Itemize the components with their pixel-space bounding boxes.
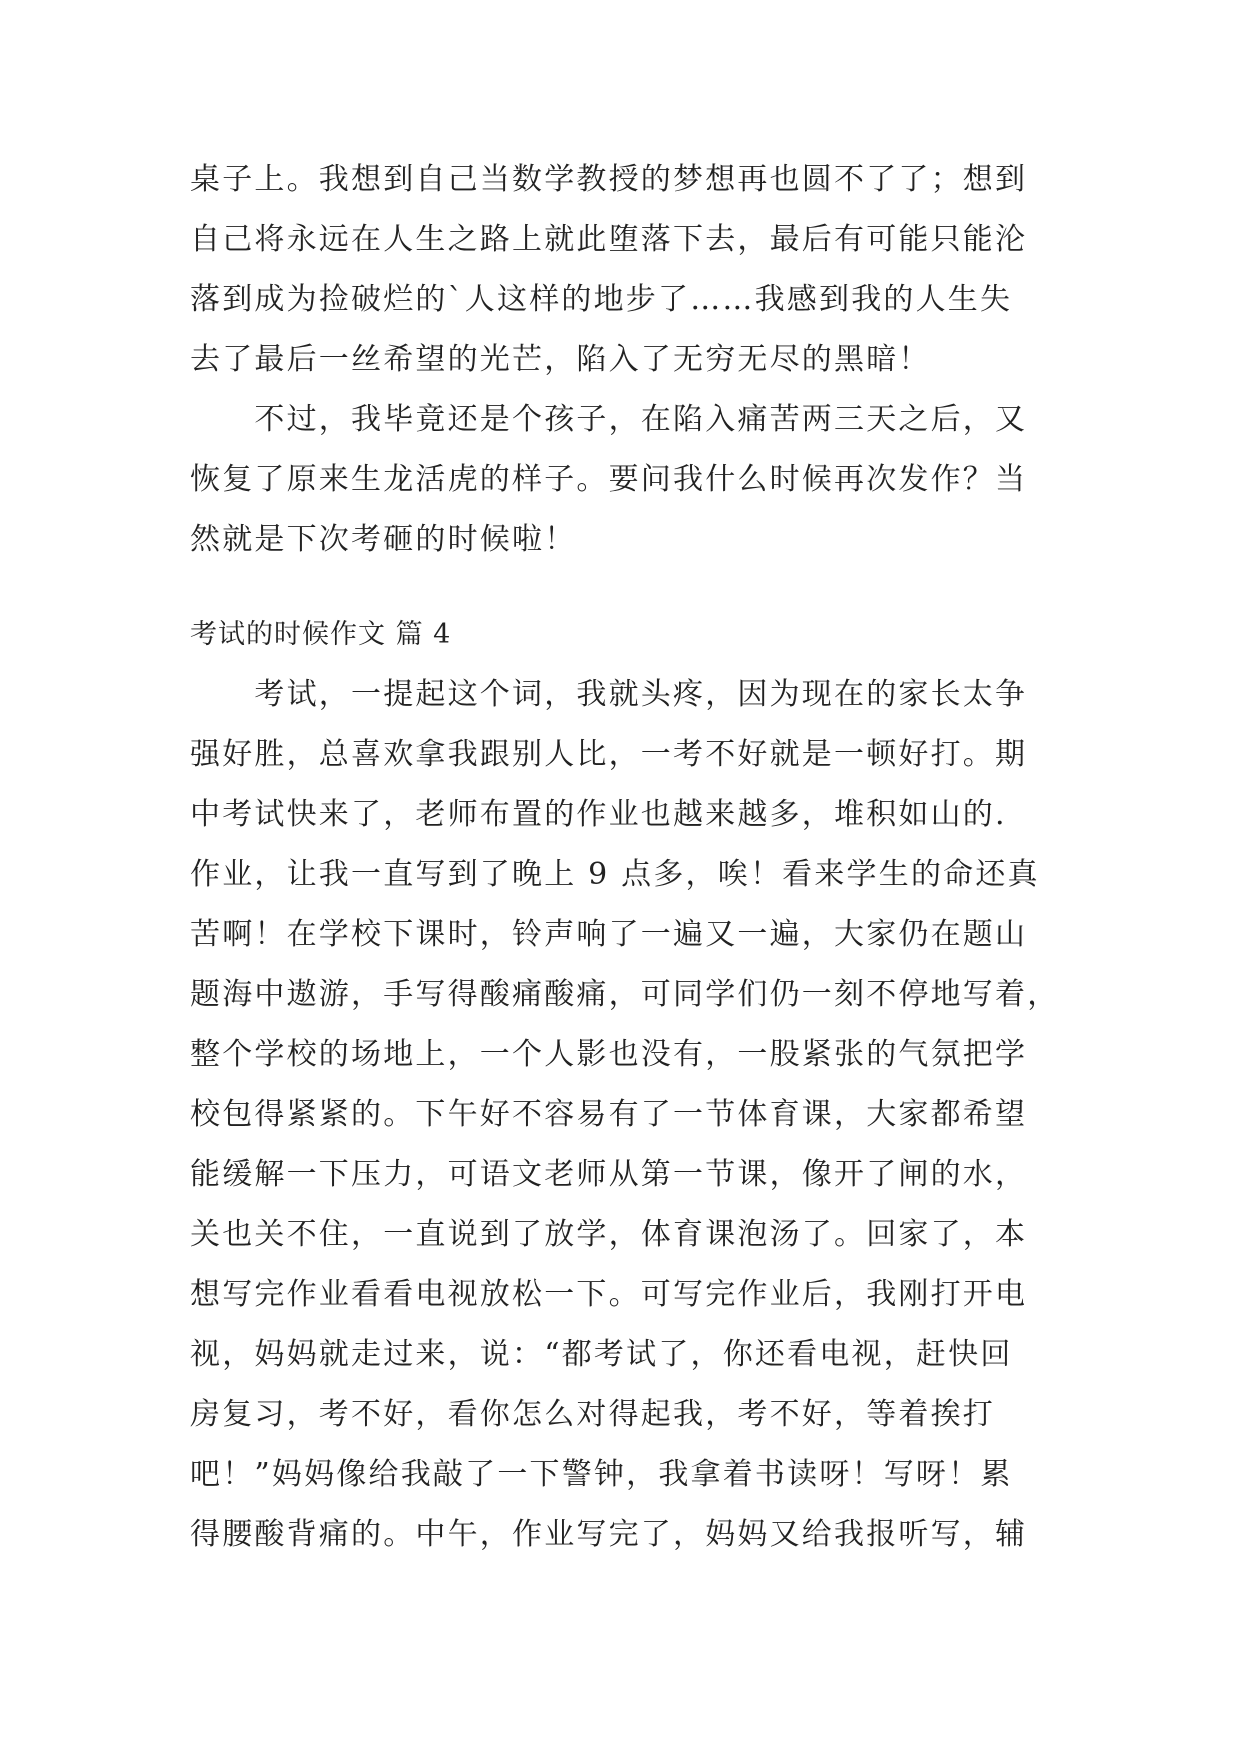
text-line: 视，妈妈就走过来，说：“都考试了，你还看电视，赶快回 (190, 1337, 1013, 1372)
text-line: 题海中遨游，手写得酸痛酸痛，可同学们仍一刻不停地写着， (190, 977, 1060, 1012)
text-line: 考试，一提起这个词，我就头疼，因为现在的家长太争 (190, 677, 1028, 712)
text-line: 苦啊！在学校下课时，铃声响了一遍又一遍，大家仍在题山 (190, 917, 1028, 952)
text-line: 恢复了原来生龙活虎的样子。要问我什么时候再次发作？当 (190, 462, 1028, 497)
text-line: 然就是下次考砸的时候啦！ (190, 522, 577, 557)
text-line: 得腰酸背痛的。中午，作业写完了，妈妈又给我报听写，辅 (190, 1517, 1028, 1552)
text-line: 不过，我毕竟还是个孩子，在陷入痛苦两三天之后，又 (190, 402, 1028, 437)
text-line: 落到成为捡破烂的`人这样的地步了……我感到我的人生失 (190, 282, 1013, 317)
section-heading: 考试的时候作文 篇 4 (190, 619, 452, 650)
text-line: 桌子上。我想到自己当数学教授的梦想再也圆不了了；想到 (190, 162, 1028, 197)
text-line: 作业，让我一直写到了晚上 9 点多，唉！看来学生的命还真 (190, 857, 1040, 892)
text-line: 房复习，考不好，看你怎么对得起我，考不好，等着挨打 (190, 1397, 995, 1432)
text-line: 自己将永远在人生之路上就此堕落下去，最后有可能只能沦 (190, 222, 1028, 257)
text-line: 能缓解一下压力，可语文老师从第一节课，像开了闸的水， (190, 1157, 1028, 1192)
text-line: 校包得紧紧的。下午好不容易有了一节体育课，大家都希望 (190, 1097, 1028, 1132)
paragraph-section-1 (190, 160, 1050, 559)
text-line: 整个学校的场地上，一个人影也没有，一股紧张的气氛把学 (190, 1037, 1028, 1072)
text-line: 关也关不住，一直说到了放学，体育课泡汤了。回家了，本 (190, 1217, 1028, 1252)
text-line: 去了最后一丝希望的光芒，陷入了无穷无尽的黑暗！ (190, 342, 931, 377)
text-line: 想写完作业看看电视放松一下。可写完作业后，我刚打开电 (190, 1277, 1028, 1312)
text-line: 中考试快来了，老师布置的作业也越来越多，堆积如山的. (190, 797, 1007, 832)
text-line: 吧！”妈妈像给我敲了一下警钟，我拿着书读呀！写呀！累 (190, 1457, 1013, 1492)
paragraph-section-2 (190, 675, 1060, 1554)
text-line: 强好胜，总喜欢拿我跟别人比，一考不好就是一顿好打。期 (190, 737, 1028, 772)
document-content (190, 160, 1060, 1575)
